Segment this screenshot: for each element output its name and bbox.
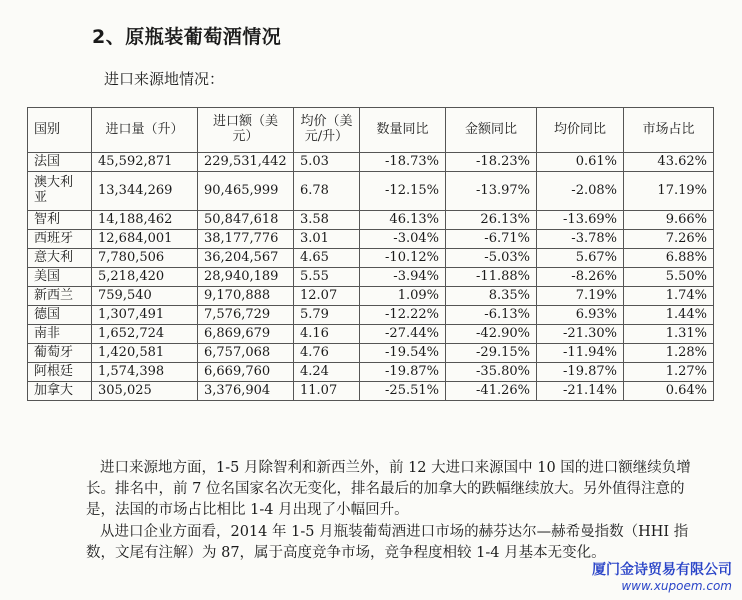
cell-value-yoy: 26.13%: [446, 211, 537, 230]
cell-value: 3,376,904: [198, 382, 294, 401]
cell-value: 7,576,729: [198, 306, 294, 325]
cell-country: 法国: [28, 153, 92, 172]
cell-avg-price: 5.79: [294, 306, 360, 325]
cell-share: 6.88%: [624, 249, 714, 268]
cell-avg-price: 3.58: [294, 211, 360, 230]
cell-country: 加拿大: [28, 382, 92, 401]
cell-price-yoy: -3.78%: [537, 230, 624, 249]
cell-share: 1.31%: [624, 325, 714, 344]
watermark: [592, 562, 732, 594]
table-row: [28, 249, 714, 268]
header-volume-yoy: 数量同比: [360, 108, 446, 153]
cell-price-yoy: -21.30%: [537, 325, 624, 344]
cell-value-yoy: -6.13%: [446, 306, 537, 325]
cell-volume-yoy: -25.51%: [360, 382, 446, 401]
cell-value: 90,465,999: [198, 172, 294, 211]
cell-price-yoy: 5.67%: [537, 249, 624, 268]
section-heading: 2、原瓶装葡萄酒情况: [92, 26, 282, 48]
cell-avg-price: 5.03: [294, 153, 360, 172]
cell-price-yoy: -19.87%: [537, 363, 624, 382]
cell-volume: 1,574,398: [92, 363, 198, 382]
cell-country: 智利: [28, 211, 92, 230]
cell-volume: 5,218,420: [92, 268, 198, 287]
cell-price-yoy: 6.93%: [537, 306, 624, 325]
cell-volume-yoy: -19.87%: [360, 363, 446, 382]
cell-country: 澳大利亚: [28, 172, 92, 211]
table-header-row: [28, 108, 714, 153]
table-row: [28, 211, 714, 230]
subheading: 进口来源地情况：: [104, 70, 225, 88]
cell-country: 葡萄牙: [28, 344, 92, 363]
header-value: 进口额（美元）: [198, 108, 294, 153]
cell-avg-price: 3.01: [294, 230, 360, 249]
cell-volume-yoy: -19.54%: [360, 344, 446, 363]
cell-share: 1.44%: [624, 306, 714, 325]
cell-volume: 1,307,491: [92, 306, 198, 325]
cell-country: 阿根廷: [28, 363, 92, 382]
cell-value: 36,204,567: [198, 249, 294, 268]
cell-value-yoy: -35.80%: [446, 363, 537, 382]
import-sources-table: [27, 107, 714, 401]
table-row: [28, 363, 714, 382]
cell-volume: 305,025: [92, 382, 198, 401]
cell-share: 1.28%: [624, 344, 714, 363]
cell-country: 美国: [28, 268, 92, 287]
table-row: [28, 172, 714, 211]
cell-share: 5.50%: [624, 268, 714, 287]
cell-value-yoy: -11.88%: [446, 268, 537, 287]
cell-avg-price: 4.65: [294, 249, 360, 268]
cell-share: 43.62%: [624, 153, 714, 172]
header-share: 市场占比: [624, 108, 714, 153]
cell-price-yoy: -2.08%: [537, 172, 624, 211]
cell-value-yoy: -5.03%: [446, 249, 537, 268]
cell-share: 1.74%: [624, 287, 714, 306]
cell-value: 6,757,068: [198, 344, 294, 363]
cell-volume: 45,592,871: [92, 153, 198, 172]
cell-price-yoy: -11.94%: [537, 344, 624, 363]
cell-avg-price: 4.24: [294, 363, 360, 382]
cell-share: 9.66%: [624, 211, 714, 230]
cell-avg-price: 4.16: [294, 325, 360, 344]
paragraph-hhi-index: 从进口企业方面看，2014 年 1-5 月瓶装葡萄酒进口市场的赫芬达尔—赫希曼指数（HHI 指数，文尾有注解）为 87，属于高度竞争市场，竞争程度相较 1-4 月基本无变化。: [86, 524, 689, 561]
cell-price-yoy: -8.26%: [537, 268, 624, 287]
cell-price-yoy: 7.19%: [537, 287, 624, 306]
cell-value-yoy: -42.90%: [446, 325, 537, 344]
cell-value-yoy: -18.23%: [446, 153, 537, 172]
cell-avg-price: 6.78: [294, 172, 360, 211]
cell-value-yoy: 8.35%: [446, 287, 537, 306]
table-row: [28, 268, 714, 287]
paragraph-import-sources: 进口来源地方面，1-5 月除智利和新西兰外，前 12 大进口来源国中 10 国的进口额继续负增长。排名中，前 7 位名国家名次无变化，排名最后的加拿大的跌幅继续放大。另外值得注意的是，法国的市场占比相比 1-4 月出现了小幅回升。: [86, 460, 691, 518]
cell-value: 38,177,776: [198, 230, 294, 249]
cell-volume: 14,188,462: [92, 211, 198, 230]
table-row: [28, 153, 714, 172]
header-volume: 进口量（升）: [92, 108, 198, 153]
cell-value-yoy: -41.26%: [446, 382, 537, 401]
table-row: [28, 230, 714, 249]
cell-volume-yoy: -12.22%: [360, 306, 446, 325]
cell-volume-yoy: 1.09%: [360, 287, 446, 306]
cell-price-yoy: -21.14%: [537, 382, 624, 401]
cell-share: 0.64%: [624, 382, 714, 401]
cell-volume-yoy: -12.15%: [360, 172, 446, 211]
cell-share: 17.19%: [624, 172, 714, 211]
header-avg-price: 均价（美元/升）: [294, 108, 360, 153]
cell-volume: 12,684,001: [92, 230, 198, 249]
cell-price-yoy: -13.69%: [537, 211, 624, 230]
header-value-yoy: 金额同比: [446, 108, 537, 153]
cell-volume-yoy: -3.94%: [360, 268, 446, 287]
table-row: [28, 306, 714, 325]
header-price-yoy: 均价同比: [537, 108, 624, 153]
cell-country: 南非: [28, 325, 92, 344]
cell-share: 7.26%: [624, 230, 714, 249]
cell-volume: 1,652,724: [92, 325, 198, 344]
cell-value-yoy: -29.15%: [446, 344, 537, 363]
cell-volume-yoy: 46.13%: [360, 211, 446, 230]
cell-volume-yoy: -10.12%: [360, 249, 446, 268]
watermark-company: 厦门金诗贸易有限公司: [592, 562, 732, 578]
cell-value: 6,669,760: [198, 363, 294, 382]
cell-volume-yoy: -18.73%: [360, 153, 446, 172]
cell-volume: 7,780,506: [92, 249, 198, 268]
cell-value: 229,531,442: [198, 153, 294, 172]
table-row: [28, 344, 714, 363]
cell-volume: 13,344,269: [92, 172, 198, 211]
cell-avg-price: 12.07: [294, 287, 360, 306]
table-row: [28, 325, 714, 344]
cell-volume: 1,420,581: [92, 344, 198, 363]
watermark-url: www.xupoem.com: [621, 579, 732, 593]
cell-avg-price: 5.55: [294, 268, 360, 287]
cell-country: 新西兰: [28, 287, 92, 306]
cell-avg-price: 11.07: [294, 382, 360, 401]
cell-price-yoy: 0.61%: [537, 153, 624, 172]
header-country: 国别: [28, 108, 92, 153]
cell-avg-price: 4.76: [294, 344, 360, 363]
cell-value: 9,170,888: [198, 287, 294, 306]
cell-volume-yoy: -27.44%: [360, 325, 446, 344]
cell-country: 西班牙: [28, 230, 92, 249]
table-row: [28, 287, 714, 306]
table-row: [28, 382, 714, 401]
cell-value: 6,869,679: [198, 325, 294, 344]
cell-value-yoy: -13.97%: [446, 172, 537, 211]
cell-country: 意大利: [28, 249, 92, 268]
cell-volume: 759,540: [92, 287, 198, 306]
cell-share: 1.27%: [624, 363, 714, 382]
cell-value-yoy: -6.71%: [446, 230, 537, 249]
cell-value: 28,940,189: [198, 268, 294, 287]
cell-value: 50,847,618: [198, 211, 294, 230]
cell-volume-yoy: -3.04%: [360, 230, 446, 249]
cell-country: 德国: [28, 306, 92, 325]
